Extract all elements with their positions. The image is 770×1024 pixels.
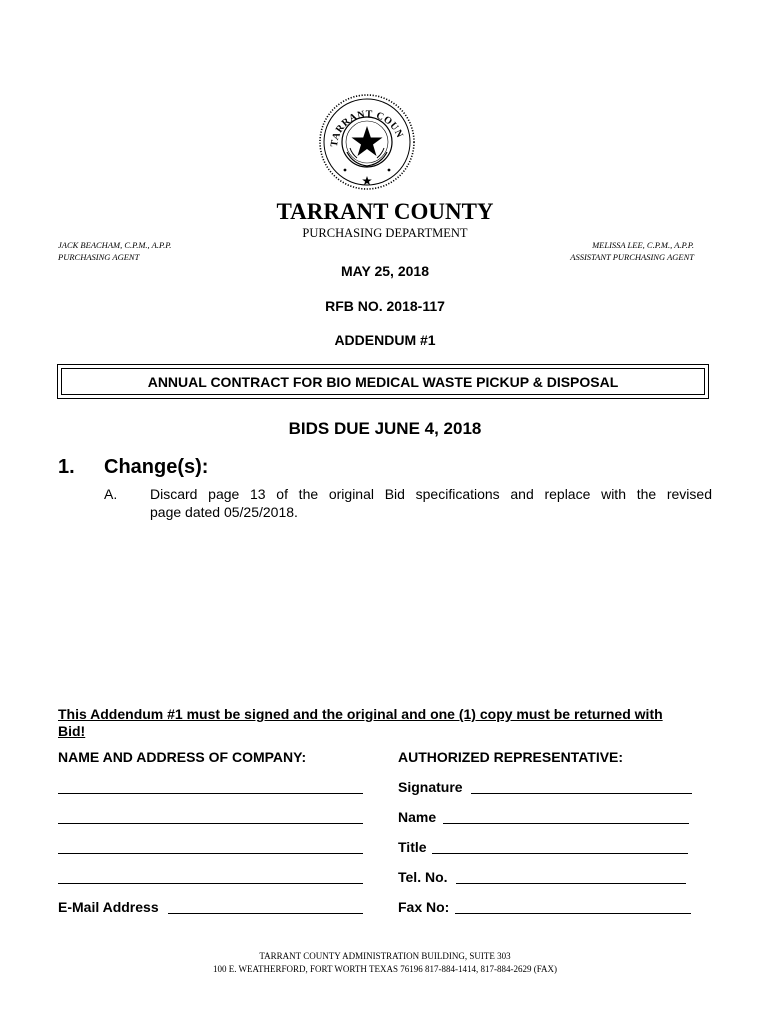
- name-label: Name: [398, 809, 437, 825]
- seal-text: TARRANT COUN: [328, 108, 406, 148]
- company-heading: NAME AND ADDRESS OF COMPANY:: [58, 749, 307, 765]
- return-notice-line1: This Addendum #1 must be signed and the original and one (1) copy must be returned with: [58, 706, 663, 722]
- county-seal-graphic: [317, 92, 417, 192]
- change-item-text-line2: page dated 05/25/2018.: [150, 504, 298, 520]
- change-item-text-line1: Discard page 13 of the original Bid specifications and replace with the revised: [150, 486, 712, 502]
- section-number: 1.: [58, 456, 75, 478]
- title-label: Title: [398, 839, 427, 855]
- name-field[interactable]: [443, 823, 689, 824]
- purchasing-agent-name: JACK BEACHAM, C.P.M., A.P.P.: [58, 240, 172, 250]
- title-field[interactable]: [432, 853, 688, 854]
- representative-heading: AUTHORIZED REPRESENTATIVE:: [398, 749, 624, 765]
- section-heading: Change(s):: [104, 456, 209, 478]
- county-title: TARRANT COUNTY: [276, 199, 494, 224]
- purchasing-agent-title: PURCHASING AGENT: [58, 252, 140, 262]
- fax-field[interactable]: [455, 913, 691, 914]
- signature-field[interactable]: [471, 793, 692, 794]
- company-address-line-3[interactable]: [58, 853, 363, 854]
- tel-field[interactable]: [456, 883, 686, 884]
- email-label: E-Mail Address: [58, 899, 159, 915]
- return-notice-line2: Bid!: [58, 723, 86, 739]
- department-name: PURCHASING DEPARTMENT: [302, 226, 468, 240]
- fax-label: Fax No:: [398, 899, 450, 915]
- county-seal-icon: [317, 92, 417, 192]
- company-address-line-2[interactable]: [58, 823, 363, 824]
- addendum-number: ADDENDUM #1: [334, 332, 436, 348]
- assistant-agent-name: MELISSA LEE, C.P.M., A.P.P.: [592, 240, 694, 250]
- contract-title-box: [57, 364, 709, 399]
- signature-label: Signature: [398, 779, 463, 795]
- addendum-date: MAY 25, 2018: [341, 263, 429, 279]
- change-item-letter: A.: [104, 486, 118, 502]
- tel-label: Tel. No.: [398, 869, 448, 885]
- rfb-number: RFB NO. 2018-117: [325, 298, 445, 314]
- bids-due-date: BIDS DUE JUNE 4, 2018: [288, 419, 482, 438]
- assistant-agent-title: ASSISTANT PURCHASING AGENT: [570, 252, 694, 262]
- email-field[interactable]: [168, 913, 363, 914]
- contract-title: ANNUAL CONTRACT FOR BIO MEDICAL WASTE PICKUP & DISPOSAL: [147, 374, 619, 390]
- company-address-line-4[interactable]: [58, 883, 363, 884]
- footer-building: TARRANT COUNTY ADMINISTRATION BUILDING, SUITE 303: [259, 951, 511, 961]
- company-address-line-1[interactable]: [58, 793, 363, 794]
- footer-address: 100 E. WEATHERFORD, FORT WORTH TEXAS 76196 817-884-1414, 817-884-2629 (FAX): [212, 964, 558, 974]
